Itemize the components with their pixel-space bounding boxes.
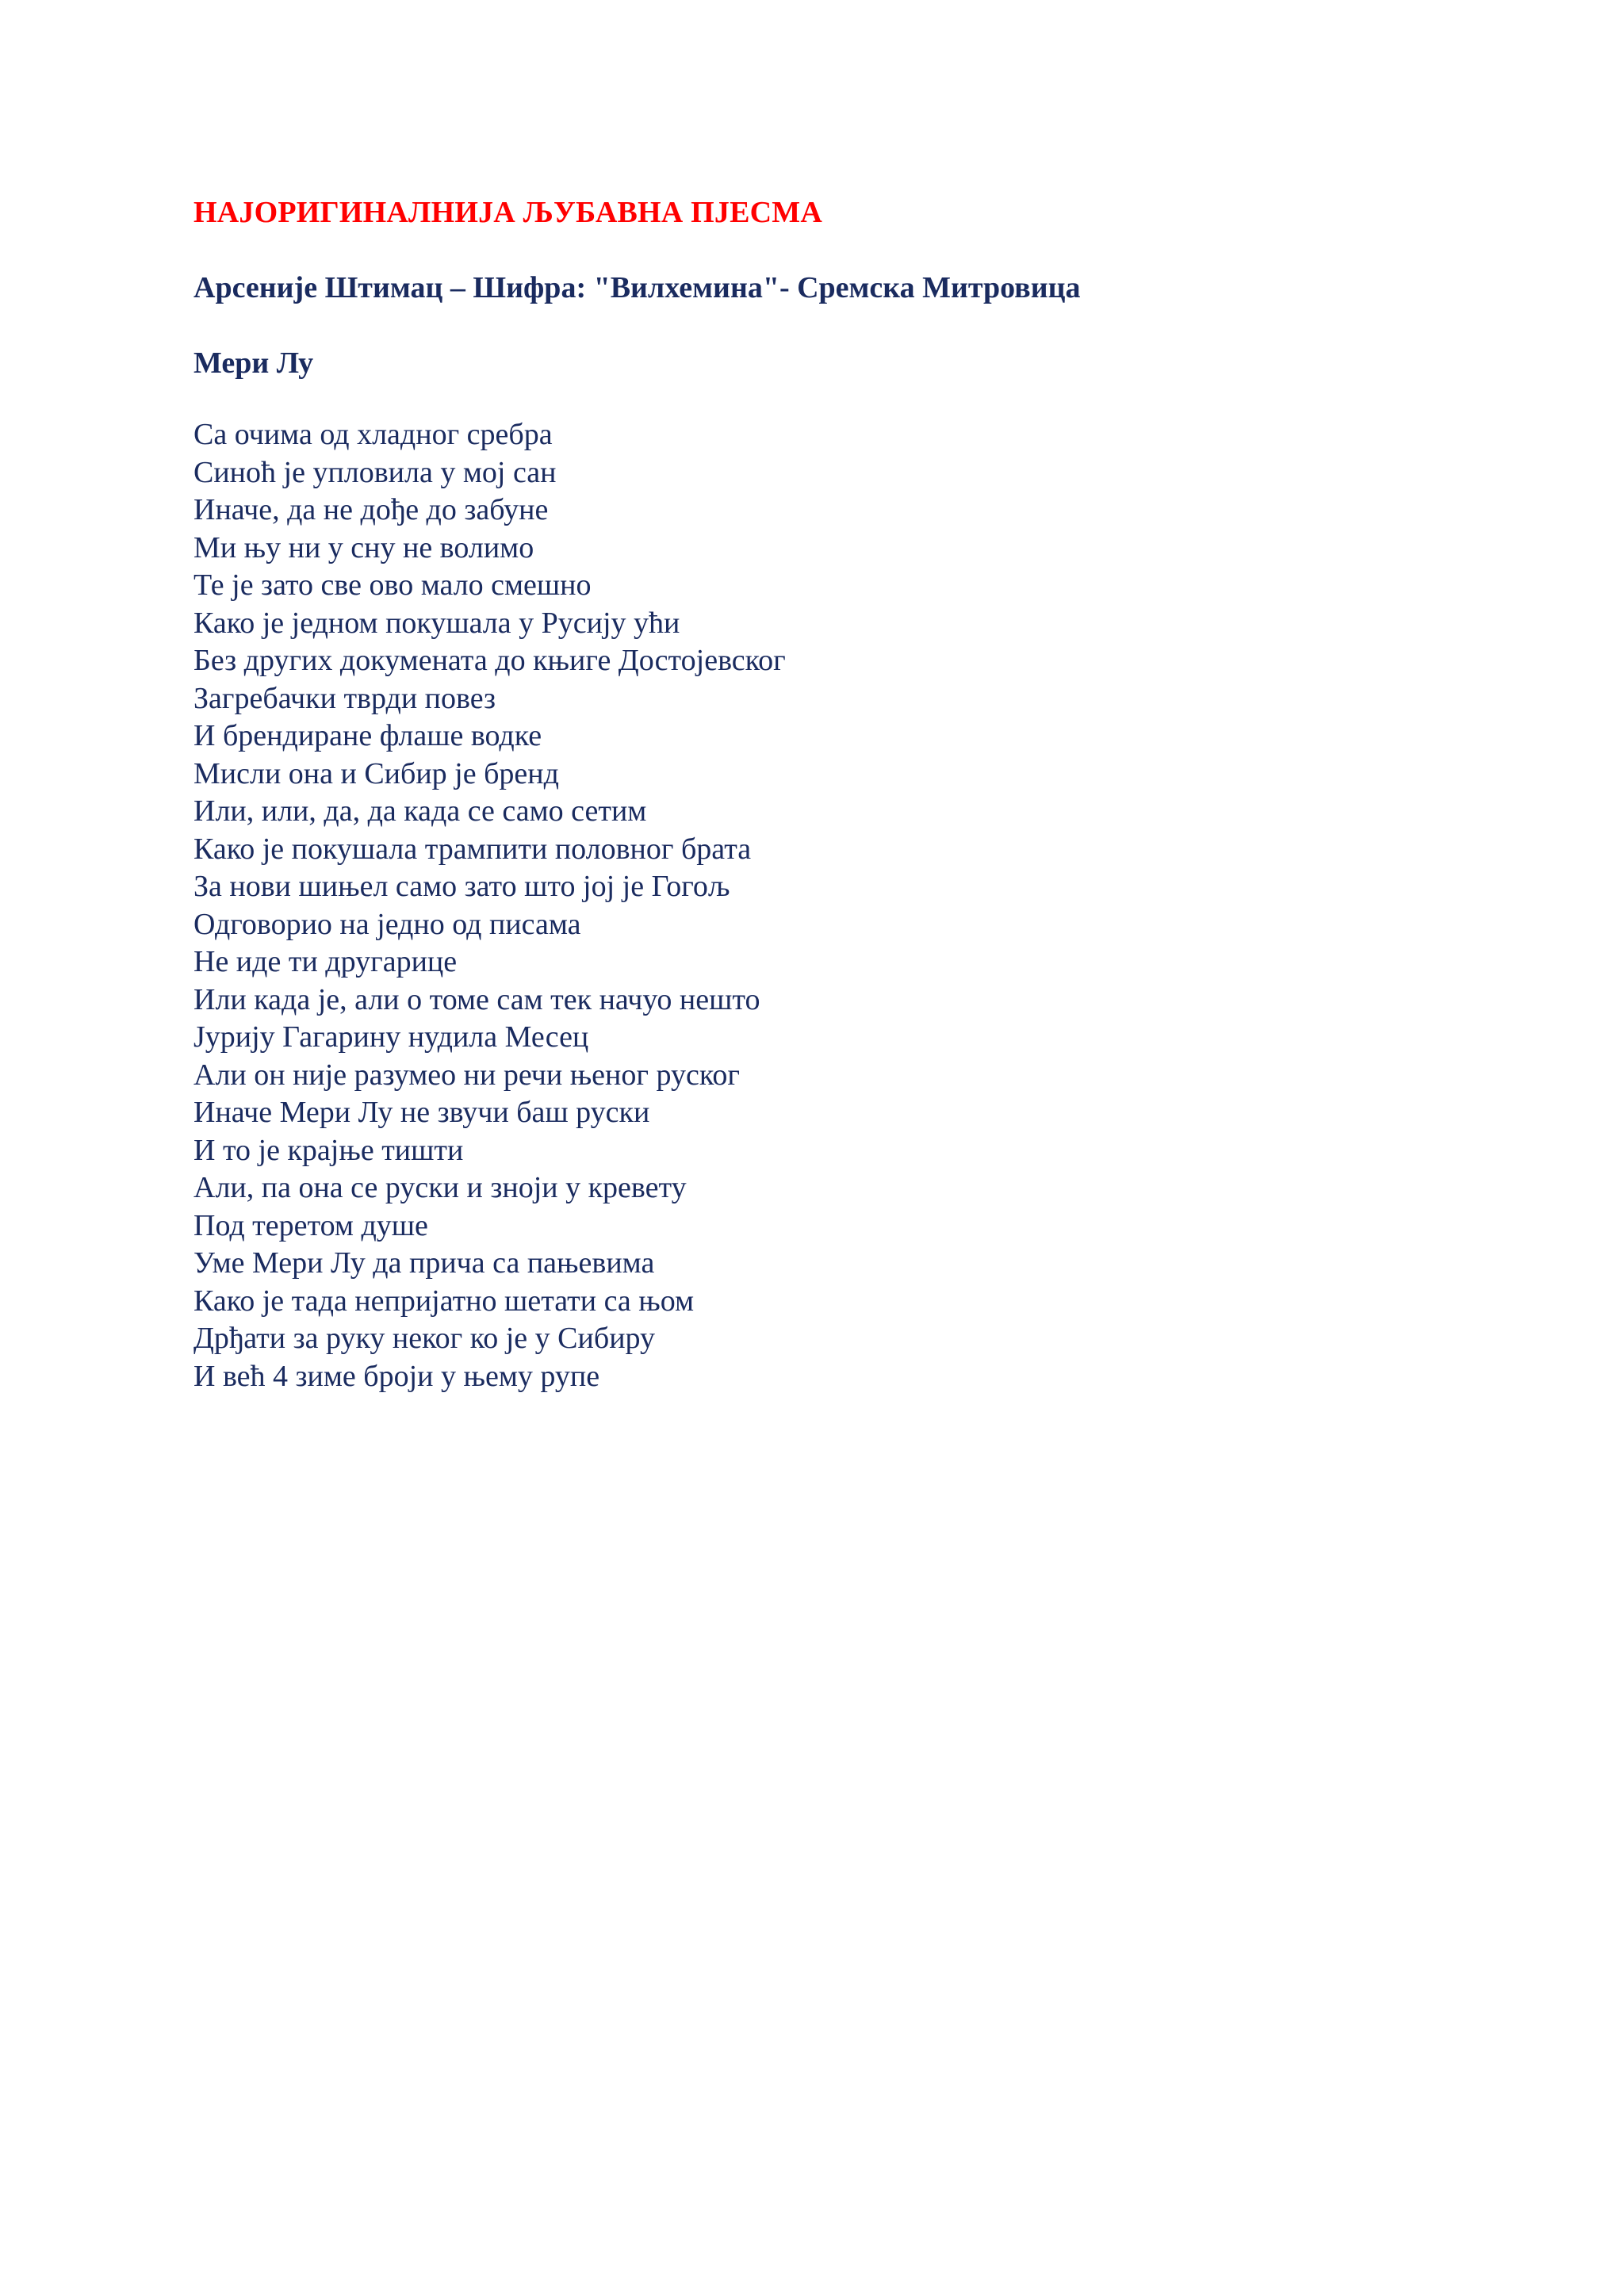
poem-line: Загребачки тврди повез <box>193 681 496 715</box>
poem-line: Како је покушала трампити половног брата <box>193 832 752 866</box>
poem-line: Или, или, да, да када се само сетим <box>193 794 647 828</box>
poem-line: И брендиране флаше водке <box>193 719 542 752</box>
poem-line: Синоћ је упловила у мој сан <box>193 455 557 489</box>
poem-line: Дрђати за руку неког ко је у Сибиру <box>193 1322 656 1355</box>
poem-line: И то је крајње тишти <box>193 1133 464 1167</box>
poem-line: Како је тада непријатно шетати са њом <box>193 1284 695 1318</box>
poem-line: Или када је, али о томе сам тек начуо нешто <box>193 982 760 1016</box>
poem-line: И већ 4 зиме броји у њему рупе <box>193 1359 600 1393</box>
document-content <box>193 190 1542 1395</box>
document-title: НАЈОРИГИНАЛНИЈА ЉУБАВНА ПЈЕСМА <box>193 196 822 229</box>
poem-line: Уме Мери Лу да прича са пањевима <box>193 1246 655 1280</box>
poem-line: Ми њу ни у сну не волимо <box>193 530 534 564</box>
poem-line: Али, па она се руски и зноји у кревету <box>193 1171 687 1204</box>
poem-line: Без других докумената до књиге Достојевског <box>193 644 786 677</box>
poem-line: Под теретом душе <box>193 1208 428 1242</box>
author-line: Арсеније Штимац – Шифра: "Вилхемина"- Сремска Митровица <box>193 271 1081 304</box>
poem-title: Мери Лу <box>193 346 314 380</box>
poem-line: Са очима од хладног сребра <box>193 418 553 451</box>
poem-line: Али он није разумео ни речи њеног руског <box>193 1058 740 1092</box>
poem-line: Иначе, да не дође до забуне <box>193 493 549 526</box>
poem-line: Иначе Мери Лу не звучи баш руски <box>193 1096 650 1129</box>
poem-line: Одговорио на једно од писама <box>193 907 581 941</box>
poem-body <box>193 416 1542 1395</box>
poem-line: За нови шињел само зато што јој је Гогољ <box>193 870 730 903</box>
poem-line: Како је једном покушала у Русију ући <box>193 606 680 640</box>
poem-line: Те је зато све ово мало смешно <box>193 568 592 602</box>
poem-line: Мисли она и Сибир је бренд <box>193 756 559 790</box>
poem-line: Не иде ти другарице <box>193 945 458 978</box>
poem-line: Јурију Гагарину нудила Месец <box>193 1020 589 1054</box>
